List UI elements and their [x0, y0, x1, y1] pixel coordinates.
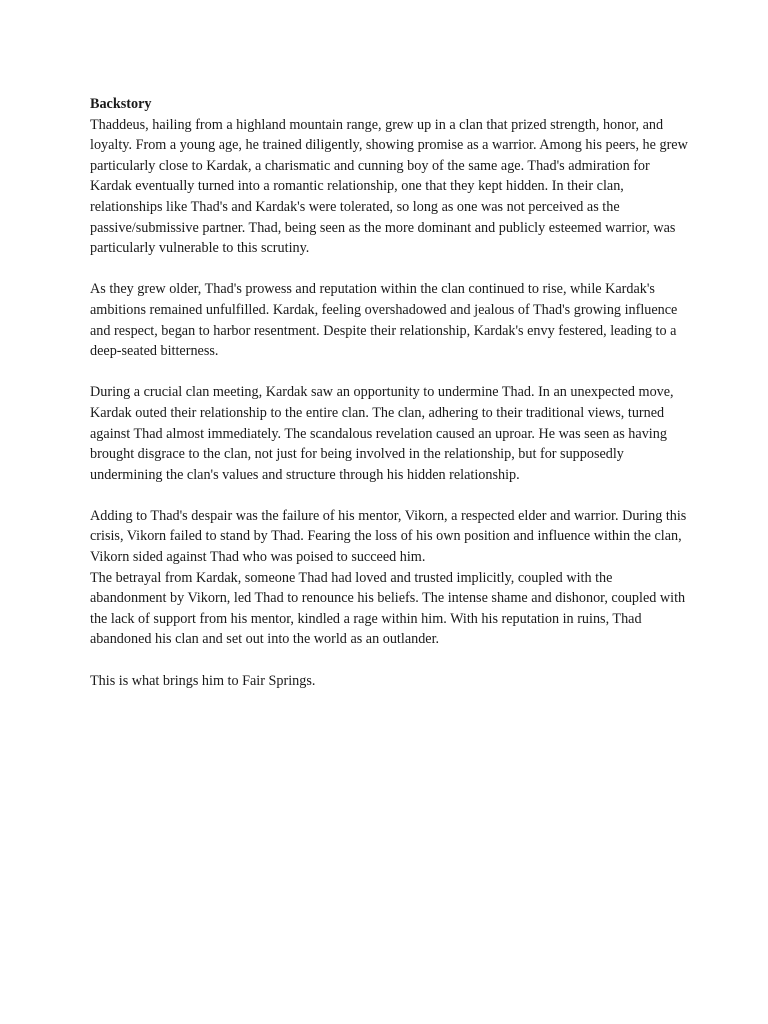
paragraph-6: This is what brings him to Fair Springs. — [90, 672, 316, 689]
paragraph-5: The betrayal from Kardak, someone Thad had loved and trusted implicitly, coupled with the abandonment by Vikorn, led Thad to renounce his beliefs. The intense shame and dishonor, coupled with the lack of support from his mentor, kindled a rage within him. With his reputation in ruins, Thad abandoned his clan and set out into the world as an outlander. — [90, 569, 686, 648]
paragraph-2: As they grew older, Thad's prowess and reputation within the clan continued to rise, while Kardak's ambitions remained unfulfilled. Kardak, feeling overshadowed and jealous of Thad's growing influence and respect, began to harbor resentment. Despite their relationship, Kardak's envy festered, leading to a deep-seated bitterness. — [90, 281, 678, 360]
paragraph-1: Thaddeus, hailing from a highland mountain range, grew up in a clan that prized strength, honor, and loyalty. From a young age, he trained diligently, showing promise as a warrior. Among his peers, he grew particularly close to Kardak, a charismatic and cunning boy of the same age. Thad's admiration for Kardak eventually turned into a romantic relationship, one that they kept hidden. In their clan, relationships like Thad's and Kardak's were tolerated, so long as one was not perceived as the passive/submissive partner. Thad, being seen as the more dominant and publicly esteemed warrior, was particularly vulnerable to this scrutiny. — [90, 116, 688, 257]
paragraph-4: Adding to Thad's despair was the failure of his mentor, Vikorn, a respected elder and warrior. During this crisis, Vikorn failed to stand by Thad. Fearing the loss of his own position and influence within the clan, Vikorn sided against Thad who was poised to succeed him. — [90, 507, 687, 566]
section-heading: Backstory — [90, 96, 152, 112]
document-body — [90, 94, 690, 712]
paragraph-3: During a crucial clan meeting, Kardak saw an opportunity to undermine Thad. In an unexpected move, Kardak outed their relationship to the entire clan. The clan, adhering to their traditional views, turned against Thad almost immediately. The scandalous revelation caused an uproar. He was seen as having brought disgrace to the clan, not just for being involved in the relationship, but for supposedly undermining the clan's values and structure through his hidden relationship. — [90, 384, 674, 483]
